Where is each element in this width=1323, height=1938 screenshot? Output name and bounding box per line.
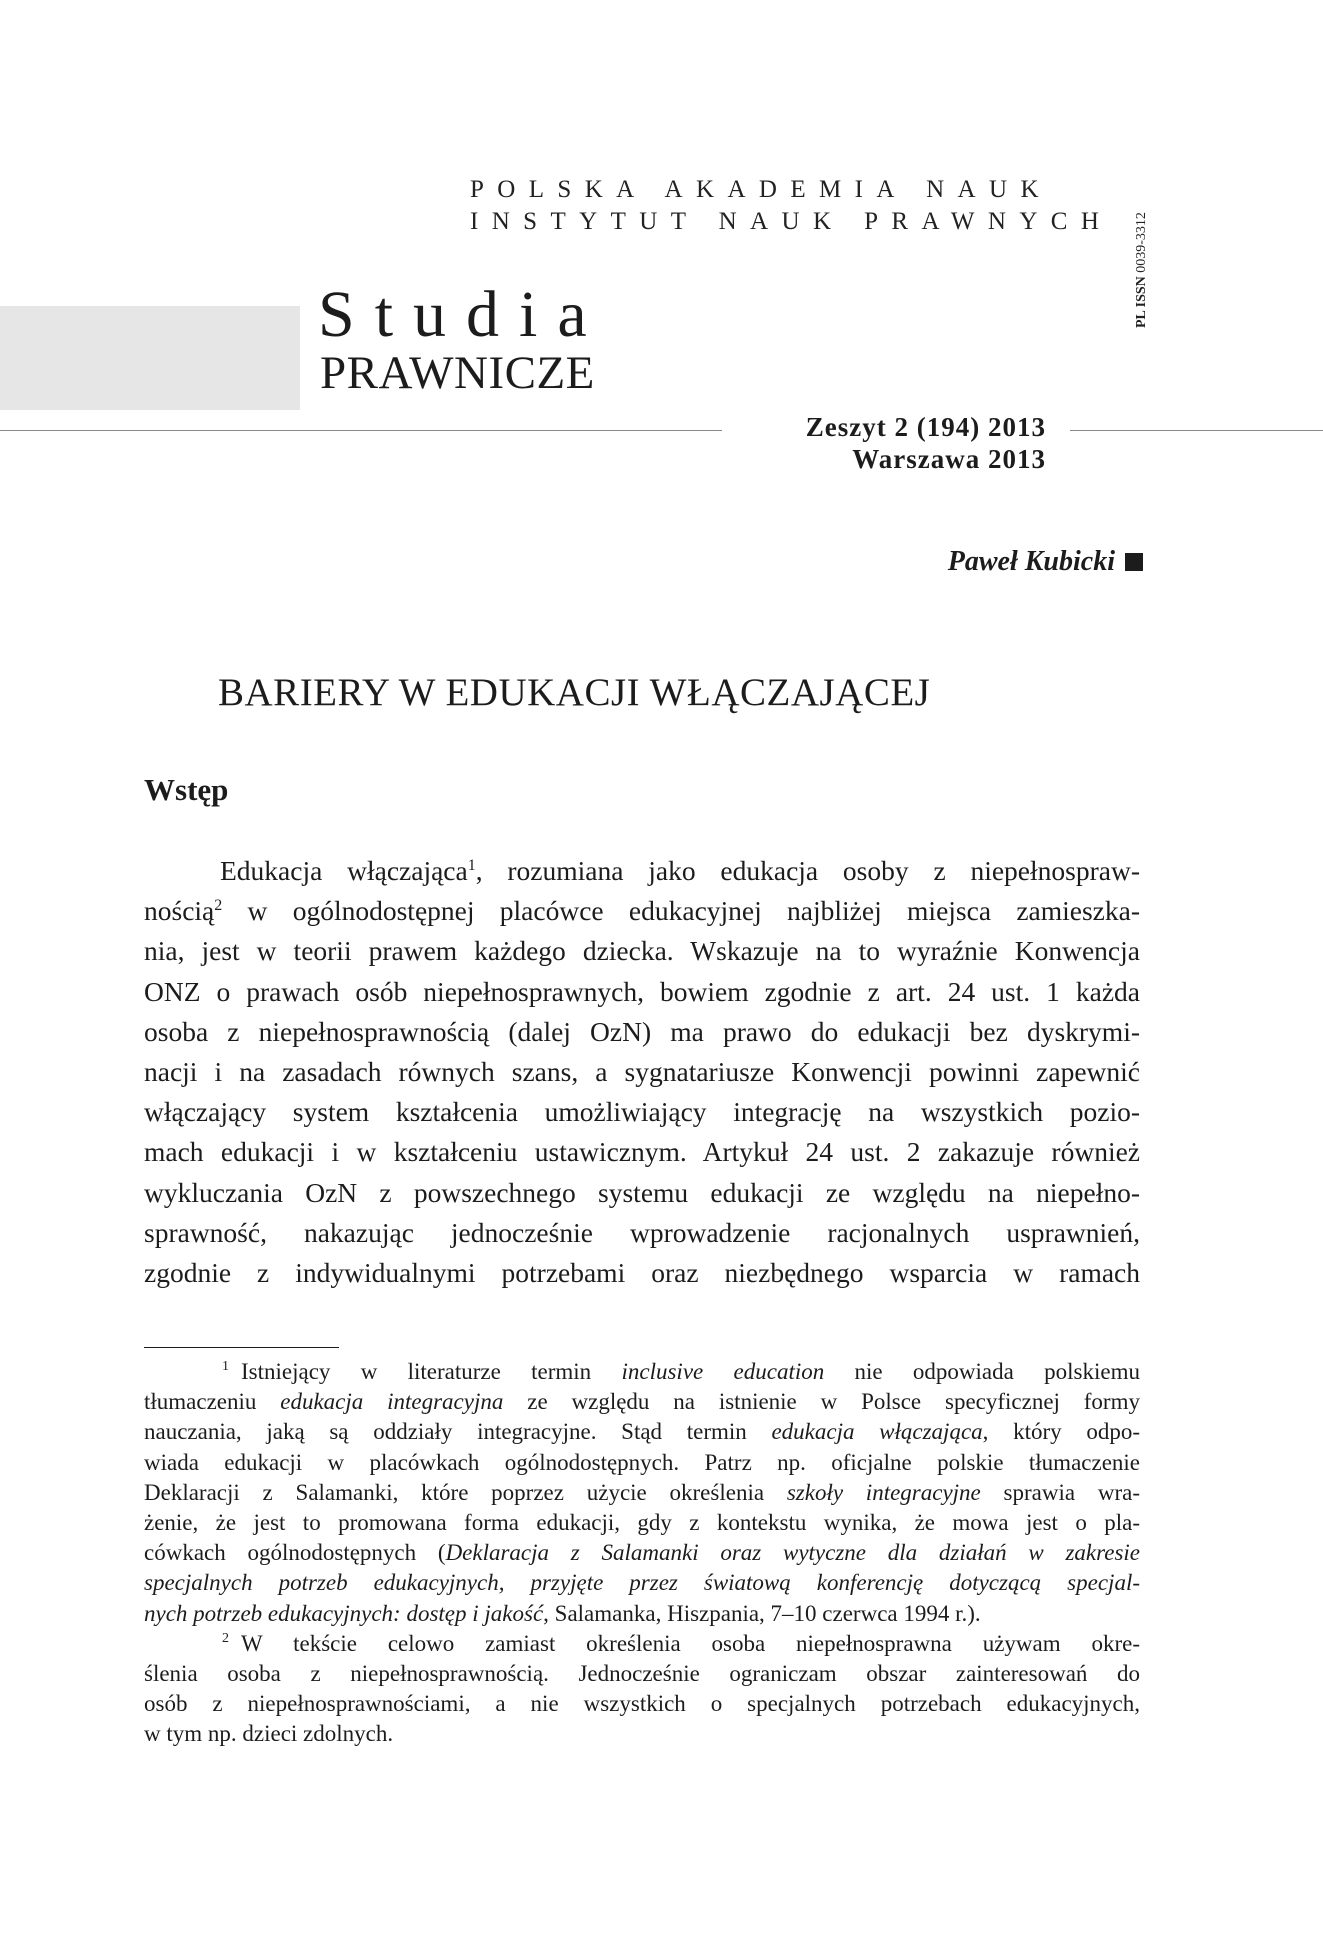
body-line-text: , rozumiana jako edukacja osoby z niepełnospraw-	[475, 855, 1140, 886]
footnote-italic-text: edukacja integracyjna	[280, 1389, 504, 1415]
footnote-line	[144, 1599, 1140, 1629]
issn-number: 0039-3312	[1134, 212, 1149, 273]
issn-prefix: PL ISSN	[1134, 276, 1149, 328]
footnote-line	[144, 1689, 1140, 1719]
body-line-text: mach edukacji i w kształceniu ustawicznym. Artykuł 24 ust. 2 zakazuje również	[144, 1136, 1140, 1168]
body-line-text: w ogólnodostępnej placówce edukacyjnej najbliżej miejsca zamieszka-	[222, 895, 1140, 927]
body-line-text: włączający system kształcenia umożliwiający integrację na wszystkich pozio-	[144, 1096, 1140, 1128]
footnote-italic-text: Deklaracja z Salamanki oraz wytyczne dla działań w zakresie	[445, 1540, 1140, 1566]
section-heading: Wstęp	[144, 772, 229, 807]
footnote-line	[144, 1478, 1140, 1508]
footnote-text: Deklaracji z Salamanki, które poprzez użycie określenia	[144, 1479, 787, 1505]
body-line-text: wykluczania OzN z powszechnego systemu edukacji ze względu na niepełno-	[144, 1176, 1140, 1208]
body-line	[144, 1012, 1140, 1052]
body-line	[144, 1173, 1140, 1213]
body-text	[144, 851, 1140, 1293]
footnote-number: 2	[222, 1630, 229, 1646]
body-line-text: sprawność, nakazując jednocześnie wprowadzenie racjonalnych usprawnień,	[144, 1216, 1140, 1248]
footnote-line	[144, 1538, 1140, 1568]
author-line	[948, 545, 1143, 579]
footnote-text: , który odpo-	[982, 1419, 1140, 1445]
author-name: Paweł Kubicki	[947, 546, 1115, 577]
masthead-gray-block	[0, 306, 300, 410]
footnote-italic-text: inclusive education	[621, 1359, 825, 1384]
body-line	[144, 1213, 1140, 1253]
footnote-italic-text: nych potrzeb edukacyjnych: dostęp i jakość	[144, 1600, 544, 1626]
footnote-number: 1	[222, 1359, 229, 1374]
body-line-text: osoba z niepełnosprawnością (dalej OzN) ma prawo do edukacji bez dyskrymi-	[144, 1015, 1140, 1047]
body-line-text: ONZ o prawach osób niepełnosprawnych, bowiem zgodnie z art. 24 ust. 1 każda	[144, 975, 1140, 1007]
footnote-italic-text: specjalnych potrzeb edukacyjnych, przyjęte przez światową konferencję dotyczącą specjal-	[144, 1570, 1140, 1596]
footnote-italic-text: edukacja włączająca	[771, 1419, 983, 1445]
footnote-line	[144, 1508, 1140, 1538]
footnote-text: W tekście celowo zamiast określenia osoba niepełnosprawna używam okre-	[241, 1630, 1140, 1656]
journal-title-prawnicze: PRAWNICZE	[320, 347, 595, 399]
footnote-text: Istniejący w literaturze termin	[241, 1359, 622, 1384]
footnote-text: ślenia osoba z niepełnosprawnością. Jednocześnie ograniczam obszar zainteresowań do	[144, 1660, 1140, 1686]
footnote-reference[interactable]: 2	[214, 897, 223, 915]
body-line	[144, 931, 1140, 971]
body-line	[144, 1253, 1140, 1293]
masthead-rule-right	[1070, 430, 1323, 431]
body-line	[144, 1132, 1140, 1172]
footnote-text: ze względu na istnienie w Polsce specyficznej formy	[503, 1389, 1140, 1415]
footnote-line	[144, 1448, 1140, 1478]
footnote-text: tłumaczeniu	[144, 1389, 281, 1415]
institution-line-1: POLSKA AKADEMIA NAUK	[470, 176, 1052, 203]
footnote-text: żenie, że jest to promowana forma edukacji, gdy z kontekstu wynika, że mowa jest o pla-	[144, 1509, 1140, 1535]
footnote-italic-text: szkoły integracyjne	[786, 1479, 981, 1505]
footnote-line	[144, 1659, 1140, 1689]
article-title: BARIERY W EDUKACJI WŁĄCZAJĄCEJ	[218, 671, 931, 714]
issue-place-year: Warszawa 2013	[852, 444, 1046, 474]
issue-number: Zeszyt 2 (194) 2013	[805, 412, 1046, 442]
body-line-text: Edukacja włączająca	[220, 855, 468, 886]
footnote-line	[144, 1568, 1140, 1598]
body-line-text: nacji i na zasadach równych szans, a sygnatariusze Konwencji powinni zapewnić	[144, 1055, 1140, 1087]
footnote-reference[interactable]: 1	[467, 857, 476, 874]
footnote-line	[144, 1357, 1140, 1387]
footnote-text: nauczania, jaką są oddziały integracyjne. Stąd termin	[144, 1419, 772, 1445]
body-line-text: nością	[144, 895, 215, 927]
footnote-rule	[144, 1347, 339, 1348]
footnote-text: sprawia wra-	[980, 1479, 1140, 1505]
footnote-line	[144, 1417, 1140, 1447]
body-line	[144, 972, 1140, 1012]
footnote-text: nie odpowiada polskiemu	[824, 1359, 1140, 1384]
body-line	[144, 1092, 1140, 1132]
footnote-line	[144, 1387, 1140, 1417]
footnote-text: cówkach ogólnodostępnych (	[144, 1540, 446, 1566]
body-line	[144, 851, 1140, 891]
body-line-text: zgodnie z indywidualnymi potrzebami oraz niezbędnego wsparcia w ramach	[144, 1256, 1140, 1288]
body-line-text: nia, jest w teorii prawem każdego dziecka. Wskazuje na to wyraźnie Konwencja	[144, 935, 1140, 967]
footnote-text: w tym np. dzieci zdolnych.	[144, 1721, 394, 1747]
footnote-text: osób z niepełnosprawnościami, a nie wszystkich o specjalnych potrzebach edukacyjnych,	[144, 1691, 1140, 1717]
footnote-line	[144, 1629, 1140, 1659]
body-line	[144, 891, 1140, 931]
footnote-text: , Salamanka, Hiszpania, 7–10 czerwca 1994 r.).	[543, 1600, 981, 1626]
body-line	[144, 1052, 1140, 1092]
masthead-rule-left	[0, 430, 722, 431]
issn-label	[1134, 212, 1150, 328]
footnotes	[144, 1357, 1140, 1749]
author-square-icon	[1125, 553, 1143, 571]
journal-title-studia: Studia	[318, 278, 607, 351]
footnote-line	[144, 1719, 1140, 1749]
footnote-text: wiada edukacji w placówkach ogólnodostępnych. Patrz np. oficjalne polskie tłumaczenie	[144, 1449, 1140, 1475]
institution-line-2: INSTYTUT NAUK PRAWNYCH	[470, 208, 1113, 235]
